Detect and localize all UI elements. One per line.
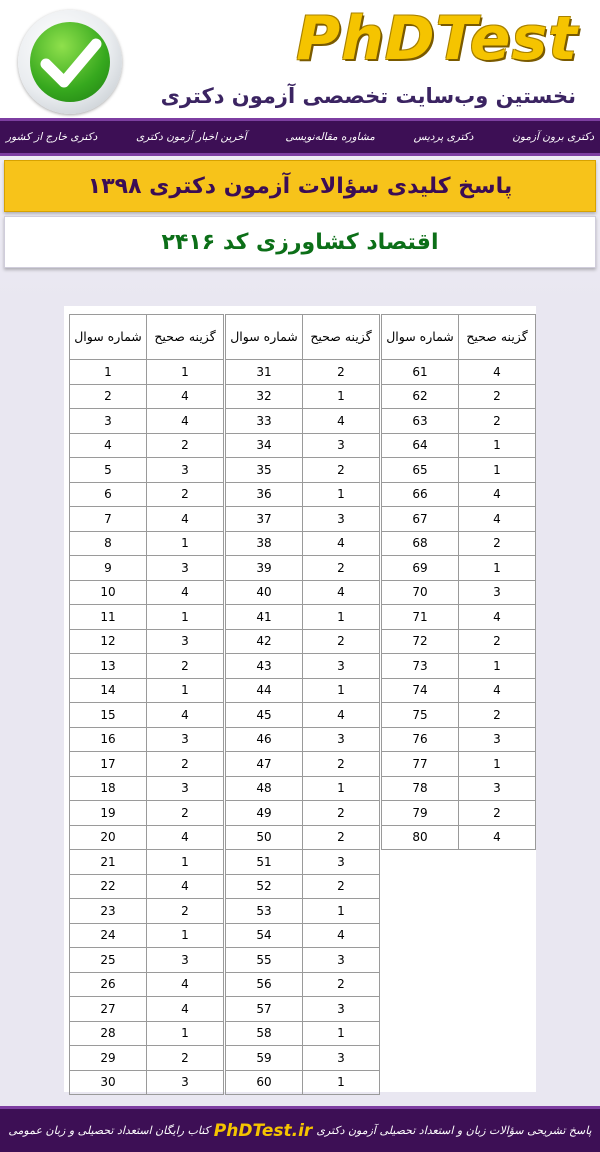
question-number-cell: 53: [226, 899, 303, 924]
correct-option-cell: 3: [147, 948, 224, 973]
question-number-cell: 14: [70, 678, 147, 703]
question-number-cell: 66: [382, 482, 459, 507]
question-number-cell: 18: [70, 776, 147, 801]
table-row: [226, 360, 380, 385]
question-number-cell: 76: [382, 727, 459, 752]
question-number-cell: 43: [226, 654, 303, 679]
correct-option-cell: 1: [303, 678, 380, 703]
question-number-cell: 55: [226, 948, 303, 973]
table-row: [226, 850, 380, 875]
question-number-cell: 31: [226, 360, 303, 385]
correct-option-cell: 4: [459, 507, 536, 532]
page-title: پاسخ کلیدی سؤالات آزمون دکتری ۱۳۹۸: [87, 173, 513, 199]
checkmark-logo-icon[interactable]: [18, 10, 122, 114]
question-number-cell: 39: [226, 556, 303, 581]
table-row: [226, 899, 380, 924]
answer-key-table-1: [69, 314, 224, 1095]
table-row: [70, 923, 224, 948]
table-row: [70, 409, 224, 434]
table-row: [382, 801, 536, 826]
correct-option-cell: 1: [459, 458, 536, 483]
question-number-cell: 13: [70, 654, 147, 679]
question-number-cell: 5: [70, 458, 147, 483]
table-row: [382, 580, 536, 605]
correct-option-cell: 3: [147, 1070, 224, 1095]
question-number-cell: 44: [226, 678, 303, 703]
table-row: [70, 458, 224, 483]
question-number-cell: 67: [382, 507, 459, 532]
question-number-cell: 20: [70, 825, 147, 850]
table-row: [382, 776, 536, 801]
question-number-cell: 51: [226, 850, 303, 875]
correct-option-cell: 4: [459, 360, 536, 385]
correct-option-cell: 3: [459, 727, 536, 752]
table-row: [226, 1046, 380, 1071]
table-row: [226, 825, 380, 850]
table-row: [382, 458, 536, 483]
correct-option-cell: 1: [303, 605, 380, 630]
correct-option-cell: 4: [147, 825, 224, 850]
question-number-cell: 32: [226, 384, 303, 409]
table-row: [226, 801, 380, 826]
question-number-cell: 25: [70, 948, 147, 973]
site-brand-logo[interactable]: PhDTest: [296, 4, 578, 74]
correct-option-cell: 4: [303, 531, 380, 556]
page-title-banner: [4, 160, 596, 212]
table-row: [382, 654, 536, 679]
question-number-cell: 35: [226, 458, 303, 483]
table-row: [382, 825, 536, 850]
correct-option-cell: 4: [147, 703, 224, 728]
correct-option-cell: 2: [147, 899, 224, 924]
question-number-cell: 48: [226, 776, 303, 801]
table-row: [226, 507, 380, 532]
question-number-cell: 19: [70, 801, 147, 826]
table-row: [70, 850, 224, 875]
question-number-cell: 73: [382, 654, 459, 679]
nav-item-article-consulting[interactable]: مشاوره مقاله‌نویسی: [285, 131, 375, 143]
table-row: [70, 801, 224, 826]
question-number-cell: 15: [70, 703, 147, 728]
page-subtitle: اقتصاد کشاورزی کد ۲۴۱۶: [161, 229, 439, 255]
correct-option-cell: 1: [303, 1021, 380, 1046]
nav-item-off-exam[interactable]: دکتری برون آزمون: [512, 131, 594, 143]
correct-option-cell: 4: [459, 605, 536, 630]
question-number-cell: 16: [70, 727, 147, 752]
correct-option-cell: 1: [303, 384, 380, 409]
question-number-cell: 62: [382, 384, 459, 409]
question-number-cell: 47: [226, 752, 303, 777]
table-row: [226, 948, 380, 973]
table-row: [226, 605, 380, 630]
footer-text-before[interactable]: پاسخ تشریحی سؤالات زبان و استعداد تحصیلی آزمون دکتری: [316, 1124, 592, 1137]
question-number-cell: 50: [226, 825, 303, 850]
table-row: [226, 433, 380, 458]
table-row: [382, 531, 536, 556]
footer-bar: [0, 1106, 600, 1152]
table-row: [70, 752, 224, 777]
question-number-cell: 72: [382, 629, 459, 654]
correct-option-cell: 3: [147, 629, 224, 654]
correct-option-cell: 2: [459, 703, 536, 728]
question-number-cell: 30: [70, 1070, 147, 1095]
table-row: [226, 629, 380, 654]
question-number-cell: 46: [226, 727, 303, 752]
nav-item-abroad[interactable]: دکتری خارج از کشور: [6, 131, 98, 143]
question-number-cell: 12: [70, 629, 147, 654]
column-header-answer: گزینه صحیح: [459, 315, 536, 360]
question-number-cell: 6: [70, 482, 147, 507]
table-row: [226, 409, 380, 434]
correct-option-cell: 1: [459, 654, 536, 679]
question-number-cell: 11: [70, 605, 147, 630]
question-number-cell: 7: [70, 507, 147, 532]
question-number-cell: 77: [382, 752, 459, 777]
correct-option-cell: 2: [303, 752, 380, 777]
answer-key-panel: [64, 306, 536, 1092]
correct-option-cell: 2: [303, 801, 380, 826]
correct-option-cell: 3: [303, 1046, 380, 1071]
table-row: [382, 482, 536, 507]
correct-option-cell: 3: [303, 948, 380, 973]
correct-option-cell: 1: [459, 556, 536, 581]
table-row: [70, 825, 224, 850]
table-row: [382, 360, 536, 385]
correct-option-cell: 4: [459, 678, 536, 703]
correct-option-cell: 1: [459, 752, 536, 777]
table-row: [70, 605, 224, 630]
table-row: [226, 580, 380, 605]
site-tagline: نخستین وب‌سایت تخصصی آزمون دکتری: [160, 84, 576, 108]
question-number-cell: 29: [70, 1046, 147, 1071]
nav-item-latest-news[interactable]: آخرین اخبار آزمون دکتری: [136, 131, 247, 143]
table-row: [70, 948, 224, 973]
question-number-cell: 80: [382, 825, 459, 850]
question-number-cell: 23: [70, 899, 147, 924]
question-number-cell: 17: [70, 752, 147, 777]
table-row: [70, 507, 224, 532]
question-number-cell: 70: [382, 580, 459, 605]
main-nav: [0, 118, 600, 156]
question-number-cell: 49: [226, 801, 303, 826]
correct-option-cell: 4: [147, 409, 224, 434]
table-row: [70, 580, 224, 605]
column-header-question: شماره سوال: [226, 315, 303, 360]
question-number-cell: 69: [382, 556, 459, 581]
question-number-cell: 4: [70, 433, 147, 458]
correct-option-cell: 3: [303, 727, 380, 752]
question-number-cell: 26: [70, 972, 147, 997]
correct-option-cell: 3: [303, 850, 380, 875]
question-number-cell: 58: [226, 1021, 303, 1046]
correct-option-cell: 4: [459, 482, 536, 507]
table-row: [382, 678, 536, 703]
question-number-cell: 36: [226, 482, 303, 507]
question-number-cell: 22: [70, 874, 147, 899]
correct-option-cell: 2: [147, 801, 224, 826]
table-row: [70, 727, 224, 752]
question-number-cell: 10: [70, 580, 147, 605]
correct-option-cell: 2: [303, 874, 380, 899]
table-row: [382, 703, 536, 728]
correct-option-cell: 4: [147, 580, 224, 605]
question-number-cell: 59: [226, 1046, 303, 1071]
correct-option-cell: 2: [303, 629, 380, 654]
table-row: [226, 972, 380, 997]
table-row: [70, 678, 224, 703]
correct-option-cell: 3: [459, 580, 536, 605]
correct-option-cell: 2: [147, 433, 224, 458]
correct-option-cell: 4: [147, 507, 224, 532]
correct-option-cell: 2: [303, 825, 380, 850]
correct-option-cell: 3: [147, 556, 224, 581]
correct-option-cell: 4: [147, 384, 224, 409]
table-row: [382, 433, 536, 458]
question-number-cell: 34: [226, 433, 303, 458]
table-row: [70, 629, 224, 654]
question-number-cell: 8: [70, 531, 147, 556]
correct-option-cell: 3: [303, 997, 380, 1022]
table-row: [382, 605, 536, 630]
question-number-cell: 24: [70, 923, 147, 948]
table-row: [226, 678, 380, 703]
table-row: [382, 629, 536, 654]
question-number-cell: 60: [226, 1070, 303, 1095]
table-row: [70, 703, 224, 728]
question-number-cell: 33: [226, 409, 303, 434]
correct-option-cell: 2: [303, 972, 380, 997]
table-row: [226, 654, 380, 679]
correct-option-cell: 2: [459, 801, 536, 826]
question-number-cell: 65: [382, 458, 459, 483]
question-number-cell: 37: [226, 507, 303, 532]
correct-option-cell: 4: [147, 874, 224, 899]
question-number-cell: 61: [382, 360, 459, 385]
correct-option-cell: 1: [147, 605, 224, 630]
correct-option-cell: 4: [303, 409, 380, 434]
table-row: [70, 1021, 224, 1046]
correct-option-cell: 4: [303, 923, 380, 948]
table-row: [70, 776, 224, 801]
correct-option-cell: 2: [147, 1046, 224, 1071]
footer-brand-link[interactable]: PhDTest.ir: [213, 1120, 313, 1141]
table-row: [70, 531, 224, 556]
question-number-cell: 52: [226, 874, 303, 899]
table-row: [70, 972, 224, 997]
question-number-cell: 71: [382, 605, 459, 630]
question-number-cell: 78: [382, 776, 459, 801]
table-row: [226, 1070, 380, 1095]
table-row: [226, 923, 380, 948]
correct-option-cell: 4: [459, 825, 536, 850]
correct-option-cell: 4: [147, 997, 224, 1022]
table-header-row: [382, 315, 536, 360]
question-number-cell: 54: [226, 923, 303, 948]
question-number-cell: 38: [226, 531, 303, 556]
correct-option-cell: 1: [303, 1070, 380, 1095]
table-header-row: [70, 315, 224, 360]
question-number-cell: 27: [70, 997, 147, 1022]
correct-option-cell: 1: [147, 360, 224, 385]
question-number-cell: 57: [226, 997, 303, 1022]
table-row: [226, 384, 380, 409]
question-number-cell: 64: [382, 433, 459, 458]
question-number-cell: 40: [226, 580, 303, 605]
column-header-question: شماره سوال: [382, 315, 459, 360]
question-number-cell: 79: [382, 801, 459, 826]
correct-option-cell: 1: [147, 923, 224, 948]
question-number-cell: 68: [382, 531, 459, 556]
correct-option-cell: 3: [147, 727, 224, 752]
table-row: [70, 556, 224, 581]
table-row: [226, 874, 380, 899]
correct-option-cell: 3: [303, 507, 380, 532]
table-row: [382, 507, 536, 532]
table-row: [382, 556, 536, 581]
question-number-cell: 1: [70, 360, 147, 385]
correct-option-cell: 3: [303, 654, 380, 679]
table-row: [226, 703, 380, 728]
question-number-cell: 42: [226, 629, 303, 654]
table-row: [226, 776, 380, 801]
correct-option-cell: 2: [303, 458, 380, 483]
correct-option-cell: 1: [459, 433, 536, 458]
table-row: [382, 409, 536, 434]
correct-option-cell: 2: [459, 384, 536, 409]
correct-option-cell: 1: [147, 1021, 224, 1046]
question-number-cell: 63: [382, 409, 459, 434]
correct-option-cell: 2: [303, 360, 380, 385]
correct-option-cell: 1: [147, 850, 224, 875]
table-row: [226, 997, 380, 1022]
answer-key-table-3: [381, 314, 536, 850]
table-row: [70, 899, 224, 924]
question-number-cell: 21: [70, 850, 147, 875]
question-number-cell: 28: [70, 1021, 147, 1046]
question-number-cell: 3: [70, 409, 147, 434]
table-row: [70, 874, 224, 899]
table-row: [70, 1070, 224, 1095]
column-header-answer: گزینه صحیح: [303, 315, 380, 360]
question-number-cell: 56: [226, 972, 303, 997]
correct-option-cell: 3: [147, 776, 224, 801]
correct-option-cell: 1: [147, 531, 224, 556]
correct-option-cell: 3: [459, 776, 536, 801]
table-row: [226, 727, 380, 752]
correct-option-cell: 4: [303, 703, 380, 728]
table-header-row: [226, 315, 380, 360]
table-row: [70, 433, 224, 458]
correct-option-cell: 3: [303, 433, 380, 458]
question-number-cell: 75: [382, 703, 459, 728]
table-row: [226, 458, 380, 483]
table-row: [70, 654, 224, 679]
question-number-cell: 9: [70, 556, 147, 581]
table-row: [226, 482, 380, 507]
table-row: [226, 556, 380, 581]
correct-option-cell: 2: [459, 409, 536, 434]
correct-option-cell: 2: [147, 654, 224, 679]
column-header-question: شماره سوال: [70, 315, 147, 360]
page-subtitle-banner: [4, 216, 596, 268]
correct-option-cell: 4: [147, 972, 224, 997]
site-header: [0, 0, 600, 118]
correct-option-cell: 1: [147, 678, 224, 703]
question-number-cell: 74: [382, 678, 459, 703]
table-row: [382, 752, 536, 777]
answer-key-table-2: [225, 314, 380, 1095]
table-row: [70, 1046, 224, 1071]
footer-text-after[interactable]: کتاب رایگان استعداد تحصیلی و زبان عمومی: [8, 1124, 210, 1137]
correct-option-cell: 1: [303, 776, 380, 801]
question-number-cell: 41: [226, 605, 303, 630]
table-row: [70, 997, 224, 1022]
question-number-cell: 45: [226, 703, 303, 728]
correct-option-cell: 1: [303, 899, 380, 924]
table-row: [70, 384, 224, 409]
table-row: [382, 727, 536, 752]
table-row: [382, 384, 536, 409]
correct-option-cell: 1: [303, 482, 380, 507]
table-row: [70, 360, 224, 385]
correct-option-cell: 4: [303, 580, 380, 605]
table-row: [70, 482, 224, 507]
correct-option-cell: 3: [147, 458, 224, 483]
correct-option-cell: 2: [459, 531, 536, 556]
column-header-answer: گزینه صحیح: [147, 315, 224, 360]
correct-option-cell: 2: [147, 482, 224, 507]
table-row: [226, 531, 380, 556]
question-number-cell: 2: [70, 384, 147, 409]
correct-option-cell: 2: [303, 556, 380, 581]
correct-option-cell: 2: [147, 752, 224, 777]
nav-item-pardis[interactable]: دکتری پردیس: [413, 131, 474, 143]
table-row: [226, 1021, 380, 1046]
correct-option-cell: 2: [459, 629, 536, 654]
table-row: [226, 752, 380, 777]
